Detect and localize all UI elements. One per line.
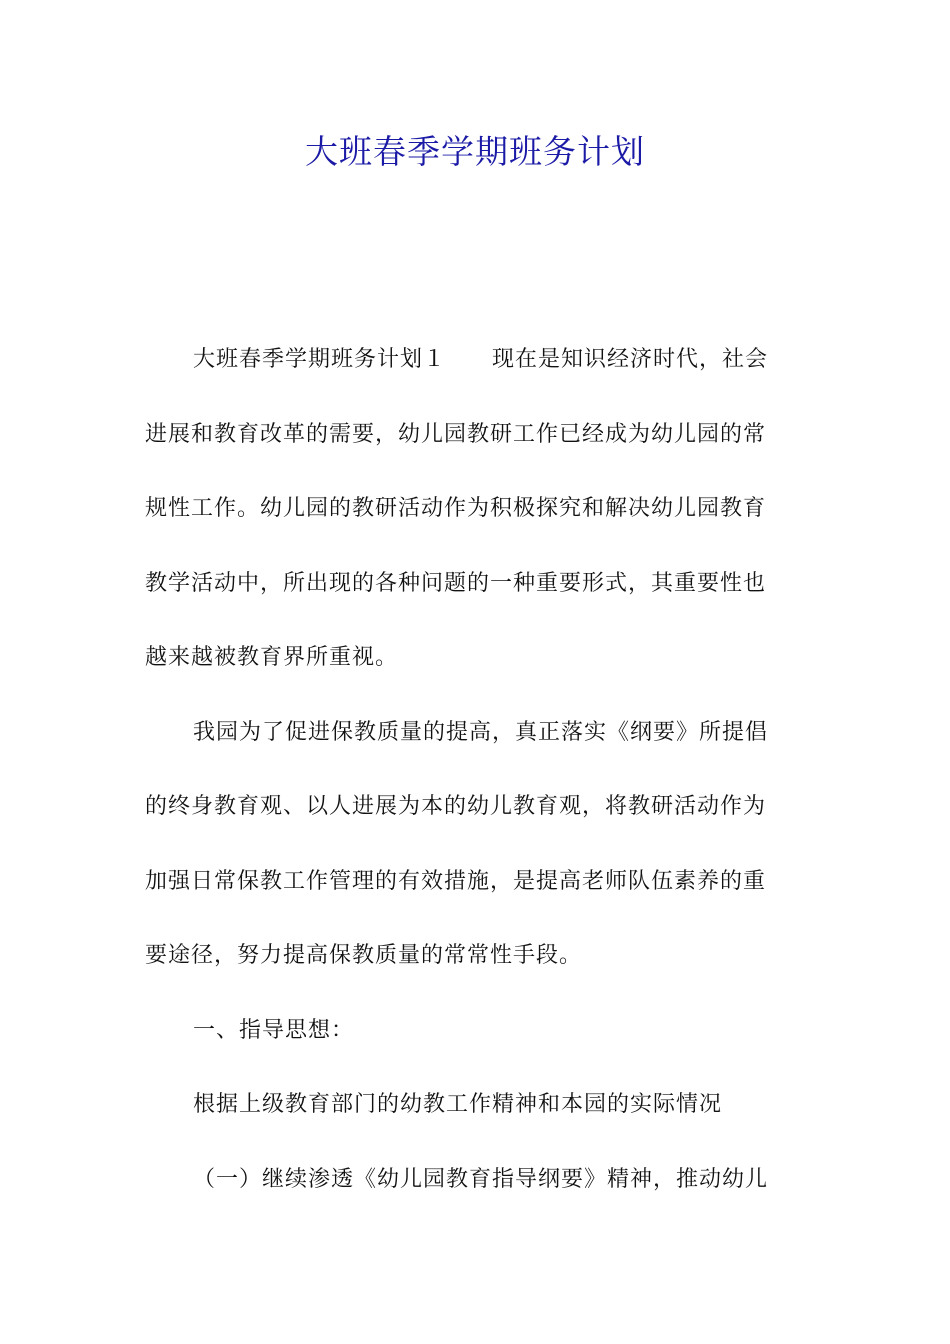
- section-heading: 一、指导思想：: [193, 1017, 355, 1043]
- body-line: 进展和教育改革的需要，幼儿园教研工作已经成为幼儿园的常: [145, 421, 767, 447]
- body-line: 越来越被教育界所重视。: [145, 645, 399, 670]
- section-heading-inline: 大班春季学期班务计划１: [193, 347, 447, 372]
- body-line: 的终身教育观、以人进展为本的幼儿教育观，将教研活动作为: [145, 794, 767, 819]
- document-body: [145, 334, 805, 1228]
- body-line: 我园为了促进保教质量的提高，真正落实《纲要》所提倡: [193, 719, 769, 745]
- body-line: 规性工作。幼儿园的教研活动作为积极探究和解决幼儿园教育: [145, 496, 767, 521]
- body-line-text: 现在是知识经济时代，社会: [492, 347, 769, 372]
- body-line: 教学活动中，所出现的各种问题的一种重要形式，其重要性也: [145, 570, 767, 596]
- body-line: （一）继续渗透《幼儿园教育指导纲要》精神，推动幼儿: [193, 1166, 769, 1192]
- body-line: 加强日常保教工作管理的有效措施，是提高老师队伍素养的重: [145, 868, 767, 894]
- body-line: 要途径，努力提高保教质量的常常性手段。: [145, 943, 583, 968]
- body-line: 根据上级教育部门的幼教工作精神和本园的实际情况: [193, 1092, 723, 1117]
- body-line: [145, 334, 805, 409]
- document-title: 大班春季学期班务计划: [305, 132, 645, 171]
